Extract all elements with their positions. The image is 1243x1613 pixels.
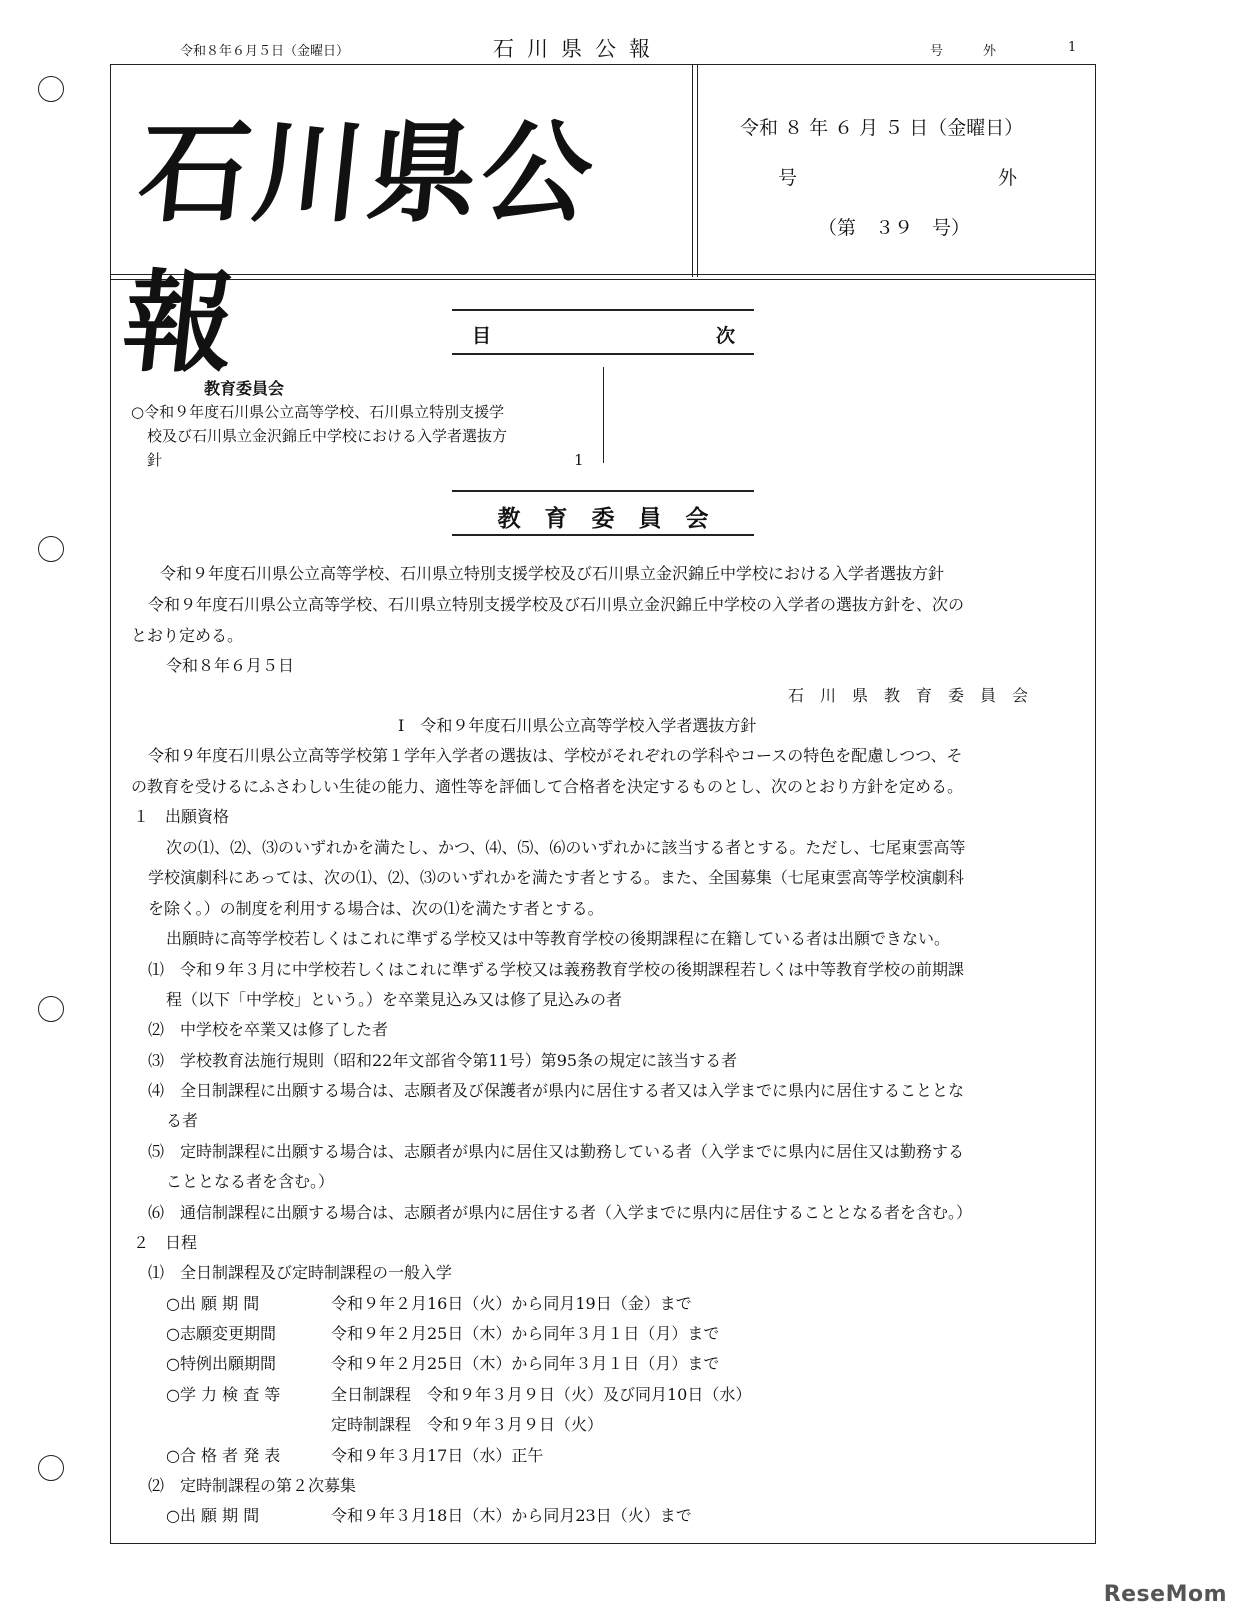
list-item: ⑹ 通信制課程に出願する場合は、志願者が県内に居住する者（入学までに県内に居住することとなる者を含む。） [148,1203,973,1222]
section-heading-box [452,490,754,536]
schedule-value: 令和９年２月25日（木）から同年３月１日（月）まで [331,1324,720,1343]
toc-divider [603,367,604,463]
binder-hole [38,996,64,1022]
masthead-divider [697,64,698,277]
schedule-label: ○出 願 期 間 [166,1506,260,1525]
schedule-label: ○特例出願期間 [166,1354,276,1373]
binder-hole [38,76,64,102]
schedule-value: 全日制課程 令和９年３月９日（火）及び同月10日（水） [331,1385,752,1404]
list-item: ⑵ 中学校を卒業又は修了した者 [148,1020,389,1039]
toc-heading-right: 次 [716,325,736,347]
toc-heading-left: 目 [472,325,492,347]
masthead-date: 令和 ８ 年 ６ 月 ５ 日（金曜日） [740,117,1024,139]
schedule-label: ○学 力 検 査 等 [166,1385,281,1404]
paragraph-line: 次の⑴、⑵、⑶のいずれかを満たし、かつ、⑷、⑸、⑹のいずれかに該当する者とする。ただし、七尾東雲高等 [166,838,966,857]
watermark-logo: ReseMom [1103,1582,1227,1607]
list-item: ⑸ 定時制課程に出願する場合は、志願者が県内に居住又は勤務している者（入学までに県内に居住又は勤務する [148,1142,965,1161]
toc-heading-box [452,309,754,355]
schedule-label: ○出 願 期 間 [166,1294,260,1313]
list-item: ⑶ 学校教育法施行規則（昭和22年文部省令第11号）第95条の規定に該当する者 [148,1051,738,1070]
schedule-value: 令和９年３月18日（木）から同月23日（火）まで [331,1506,692,1525]
masthead-issue-go: 号 [778,167,798,189]
masthead-divider [692,64,693,277]
masthead-issue-gai: 外 [998,167,1018,189]
schedule-label: ○志願変更期間 [166,1324,276,1343]
paragraph-line: 出願時に高等学校若しくはこれに準ずる学校又は中等教育学校の後期課程に在籍している者は出願できない。 [166,929,951,948]
schedule-value: 令和９年２月16日（火）から同月19日（金）まで [331,1294,692,1313]
header-issue-label: 号外 [930,44,1037,59]
masthead-logo-text: 石川県公報 [117,109,603,387]
toc-item-page: 1 [574,451,584,469]
toc-section: 教育委員会 [204,379,285,398]
header-page-number: 1 [1068,40,1077,55]
list-item: ⑴ 全日制課程及び定時制課程の一般入学 [148,1263,453,1282]
paragraph-line: とおり定める。 [131,626,244,645]
paragraph-line: 学校演劇科にあっては、次の⑴、⑵、⑶のいずれかを満たす者とする。また、全国募集（七尾東雲高等学校演劇科 [148,868,964,887]
notice-date: 令和８年６月５日 [166,656,295,675]
schedule-value: 定時制課程 令和９年３月９日（火） [331,1415,604,1434]
list-item-continuation: る者 [166,1111,199,1130]
section-heading: 教育委員会 [497,505,733,532]
subsection-title: １ 出願資格 [133,807,230,826]
part-title: Ⅰ 令和９年度石川県公立高等学校入学者選抜方針 [398,716,757,735]
schedule-label: ○合 格 者 発 表 [166,1446,281,1465]
notice-signer: 石 川 県 教 育 委 員 会 [788,686,1029,705]
toc-item-line: 校及び石川県立金沢錦丘中学校における入学者選抜方 [147,427,508,445]
binder-hole [38,1455,64,1481]
header-title: 石川県公報 [493,37,663,61]
masthead-logo [117,98,672,387]
list-item-continuation: 程（以下「中学校」という。）を卒業見込み又は修了見込みの者 [166,990,623,1009]
list-item: ⑷ 全日制課程に出願する場合は、志願者及び保護者が県内に居住する者又は入学までに県内に居住することとな [148,1081,965,1100]
paragraph-line: 令和９年度石川県公立高等学校、石川県立特別支援学校及び石川県立金沢錦丘中学校の入学者の選抜方針を、次の [148,595,965,614]
schedule-value: 令和９年３月17日（水）正午 [331,1446,544,1465]
paragraph-line: を除く。）の制度を利用する場合は、次の⑴を満たす者とする。 [148,899,604,918]
toc-item-line: ○令和９年度石川県公立高等学校、石川県立特別支援学 [131,403,505,421]
schedule-value: 令和９年２月25日（木）から同年３月１日（月）まで [331,1354,720,1373]
paragraph-line: 令和９年度石川県公立高等学校第１学年入学者の選抜は、学校がそれぞれの学科やコースの特色を配慮しつつ、そ [148,746,963,765]
list-item: ⑴ 令和９年３月に中学校若しくはこれに準ずる学校又は義務教育学校の後期課程若しくは中等教育学校の前期課 [148,960,965,979]
notice-title: 令和９年度石川県公立高等学校、石川県立特別支援学校及び石川県立金沢錦丘中学校における入学者選抜方針 [160,564,945,583]
header-date: 令和８年６月５日（金曜日） [180,44,350,59]
paragraph-line: の教育を受けるにふさわしい生徒の能力、適性等を評価して合格者を決定するものとし、次のとおり方針を定める。 [131,777,964,796]
subsection-title: ２ 日程 [133,1233,198,1252]
binder-hole [38,536,64,562]
masthead-issue-number: （第 ３９ 号） [818,217,971,239]
list-item-continuation: こととなる者を含む。） [166,1172,335,1191]
list-item: ⑵ 定時制課程の第２次募集 [148,1476,357,1495]
toc-item-line: 針 [147,451,163,469]
